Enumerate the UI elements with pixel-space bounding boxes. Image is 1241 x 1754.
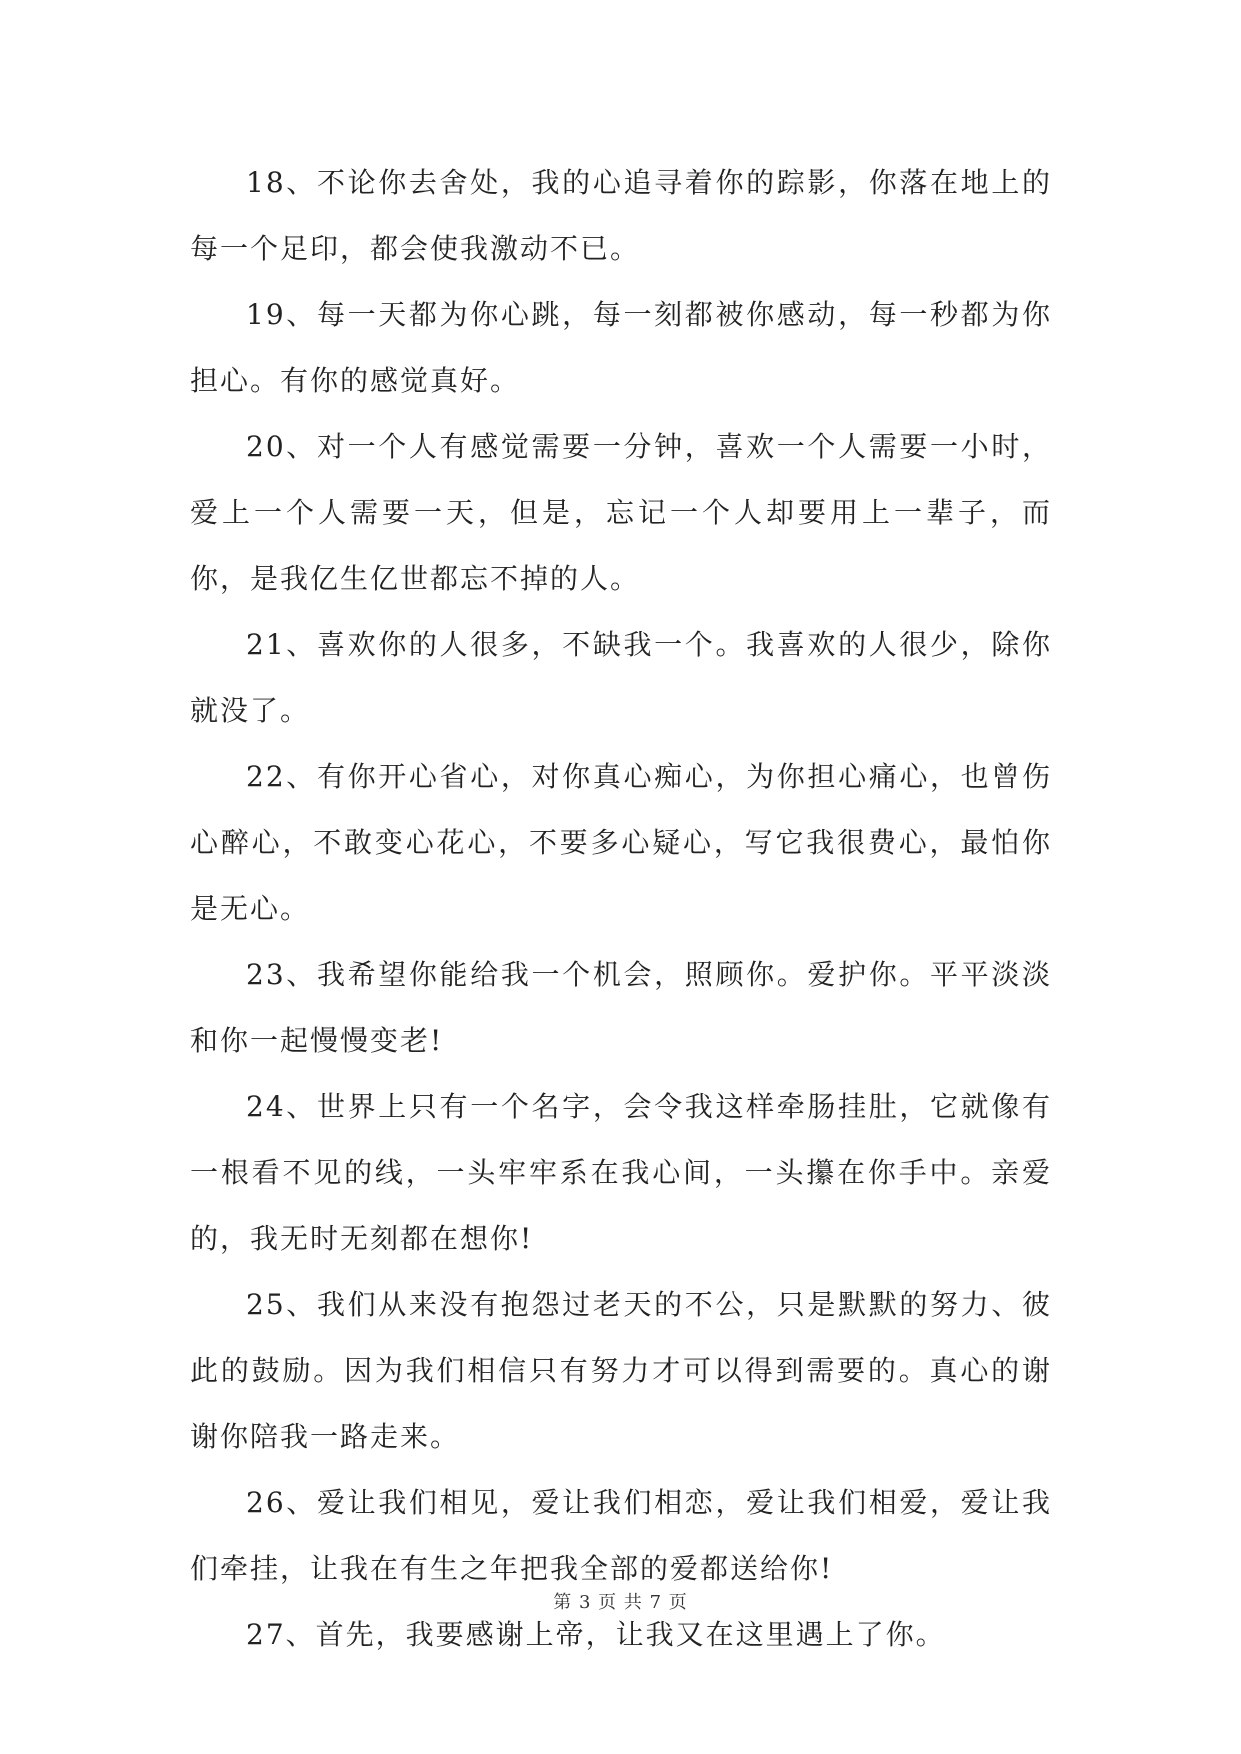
paragraph-21: 21、喜欢你的人很多，不缺我一个。我喜欢的人很少，除你就没了。 xyxy=(190,628,1052,727)
page-footer xyxy=(0,1588,1241,1614)
paragraph-22: 22、有你开心省心，对你真心痴心，为你担心痛心，也曾伤心醉心，不敢变心花心，不要多心疑心，写它我很费心，最怕你是无心。 xyxy=(190,760,1052,925)
paragraph-27: 27、首先，我要感谢上帝，让我又在这里遇上了你。 xyxy=(246,1618,946,1651)
paragraph-23: 23、我希望你能给我一个机会，照顾你。爱护你。平平淡淡和你一起慢慢变老! xyxy=(190,958,1052,1057)
paragraph-20: 20、对一个人有感觉需要一分钟，喜欢一个人需要一小时，爱上一个人需要一天，但是，忘记一个人却要用上一辈子，而你，是我亿生亿世都忘不掉的人。 xyxy=(190,430,1052,595)
paragraph-26: 26、爱让我们相见，爱让我们相恋，爱让我们相爱，爱让我们牵挂，让我在有生之年把我全部的爱都送给你! xyxy=(190,1486,1052,1585)
paragraph-25: 25、我们从来没有抱怨过老天的不公，只是默默的努力、彼此的鼓励。因为我们相信只有努力才可以得到需要的。真心的谢谢你陪我一路走来。 xyxy=(190,1288,1052,1453)
paragraph-24: 24、世界上只有一个名字，会令我这样牵肠挂肚，它就像有一根看不见的线，一头牢牢系在我心间，一头攥在你手中。亲爱的，我无时无刻都在想你! xyxy=(190,1090,1052,1255)
paragraph-18: 18、不论你去舍处，我的心追寻着你的踪影，你落在地上的每一个足印，都会使我激动不已。 xyxy=(190,166,1052,265)
paragraph-19: 19、每一天都为你心跳，每一刻都被你感动，每一秒都为你担心。有你的感觉真好。 xyxy=(190,298,1052,397)
page-number-label: 第 3 页 共 7 页 xyxy=(553,1592,688,1613)
document-body xyxy=(190,150,1052,1668)
